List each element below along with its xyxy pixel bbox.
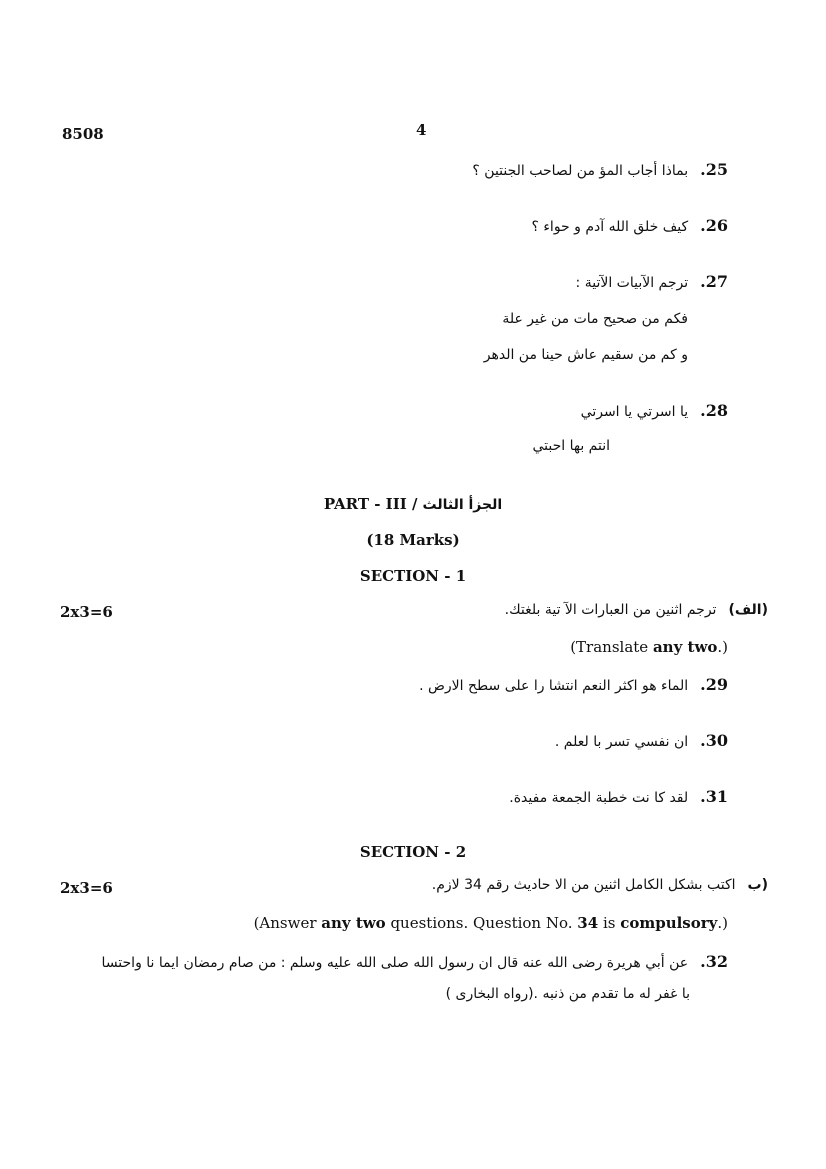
section-2-instruction-en	[254, 914, 728, 932]
instruction-text: (Translate	[570, 638, 653, 656]
section-1-marks: 2x3=6	[60, 603, 113, 621]
question-32	[102, 952, 728, 971]
question-text: الماء هو اكثر النعم انتشا را على سطح الارض .	[419, 678, 689, 694]
question-text: لقد كا نت خطبة الجمعة مفيدة.	[509, 790, 689, 806]
part-3-title-en: PART - III /	[323, 495, 418, 513]
instruction-emphasis: any two	[321, 914, 386, 932]
question-number: .29	[700, 675, 728, 694]
question-29	[419, 675, 728, 694]
section-2-marks: 2x3=6	[60, 879, 113, 897]
instruction-text: .)	[717, 914, 728, 932]
question-text: بماذا أجاب المؤ من لصاحب الجنتين ؟	[472, 163, 689, 179]
question-number: .30	[700, 731, 728, 750]
question-number: .25	[700, 160, 728, 179]
question-31	[509, 787, 728, 806]
question-text: عن أبي هريرة رضى الله عنه قال ان رسول الله صلى الله عليه وسلم : من صام رمضان ايما نا واحتسا	[101, 955, 689, 971]
instruction-emphasis: 34	[577, 914, 599, 932]
question-number: .28	[700, 401, 728, 420]
section-2-title: SECTION - 2	[359, 843, 467, 861]
poem-27-line-1: فكم من صحيح مات من غير علة	[502, 311, 688, 327]
question-number: .26	[700, 216, 728, 235]
instruction-text: .)	[717, 638, 728, 656]
question-text: يا اسرتي يا اسرتي	[580, 404, 689, 420]
page-number: 4	[416, 121, 427, 139]
poem-28-line-2: انتم بها احبتي	[532, 438, 610, 454]
poem-27-line-2: و كم من سقيم عاش حينا من الدهر	[483, 347, 688, 363]
paper-code: 8508	[62, 125, 104, 143]
question-text: ان نفسي تسر با لعلم .	[554, 734, 689, 750]
part-3-title-ar: الجزأ الثالث	[422, 497, 503, 513]
question-25	[472, 160, 728, 179]
instruction-emphasis: any two	[652, 638, 718, 656]
section-1-instruction-en	[570, 638, 728, 656]
question-26	[531, 216, 728, 235]
question-28	[581, 401, 728, 420]
question-30	[555, 731, 728, 750]
question-32-line-2: با غفر له ما تقدم من ذنبه .(رواه البخارى )	[445, 986, 690, 1002]
section-1-title: SECTION - 1	[359, 567, 467, 585]
section-1-instruction	[505, 602, 768, 618]
instruction-text: is	[598, 914, 621, 932]
question-number: .31	[700, 787, 728, 806]
section-2-instruction-ar: اكتب بشكل الكامل اثنين من الا حاديث رقم 34 لازم.	[431, 877, 736, 893]
part-3-title	[0, 494, 826, 513]
section-2-label: (ب	[747, 877, 768, 893]
part-3-marks: (18 Marks)	[366, 531, 460, 549]
instruction-emphasis: compulsory	[620, 914, 718, 932]
section-1-instruction-ar: ترجم اثنين من العبارات الآ تية بلغتك.	[504, 602, 717, 618]
question-number: .27	[700, 272, 728, 291]
question-27	[576, 272, 728, 291]
instruction-text: (Answer	[253, 914, 322, 932]
section-1-label: (الف)	[728, 602, 768, 618]
question-text: ترجم الآبيات الآتية :	[575, 275, 689, 291]
question-text: كيف خلق الله آدم و حواء ؟	[531, 219, 689, 235]
instruction-text: questions. Question No.	[385, 914, 578, 932]
question-number: .32	[700, 952, 728, 971]
section-2-instruction	[432, 877, 768, 893]
